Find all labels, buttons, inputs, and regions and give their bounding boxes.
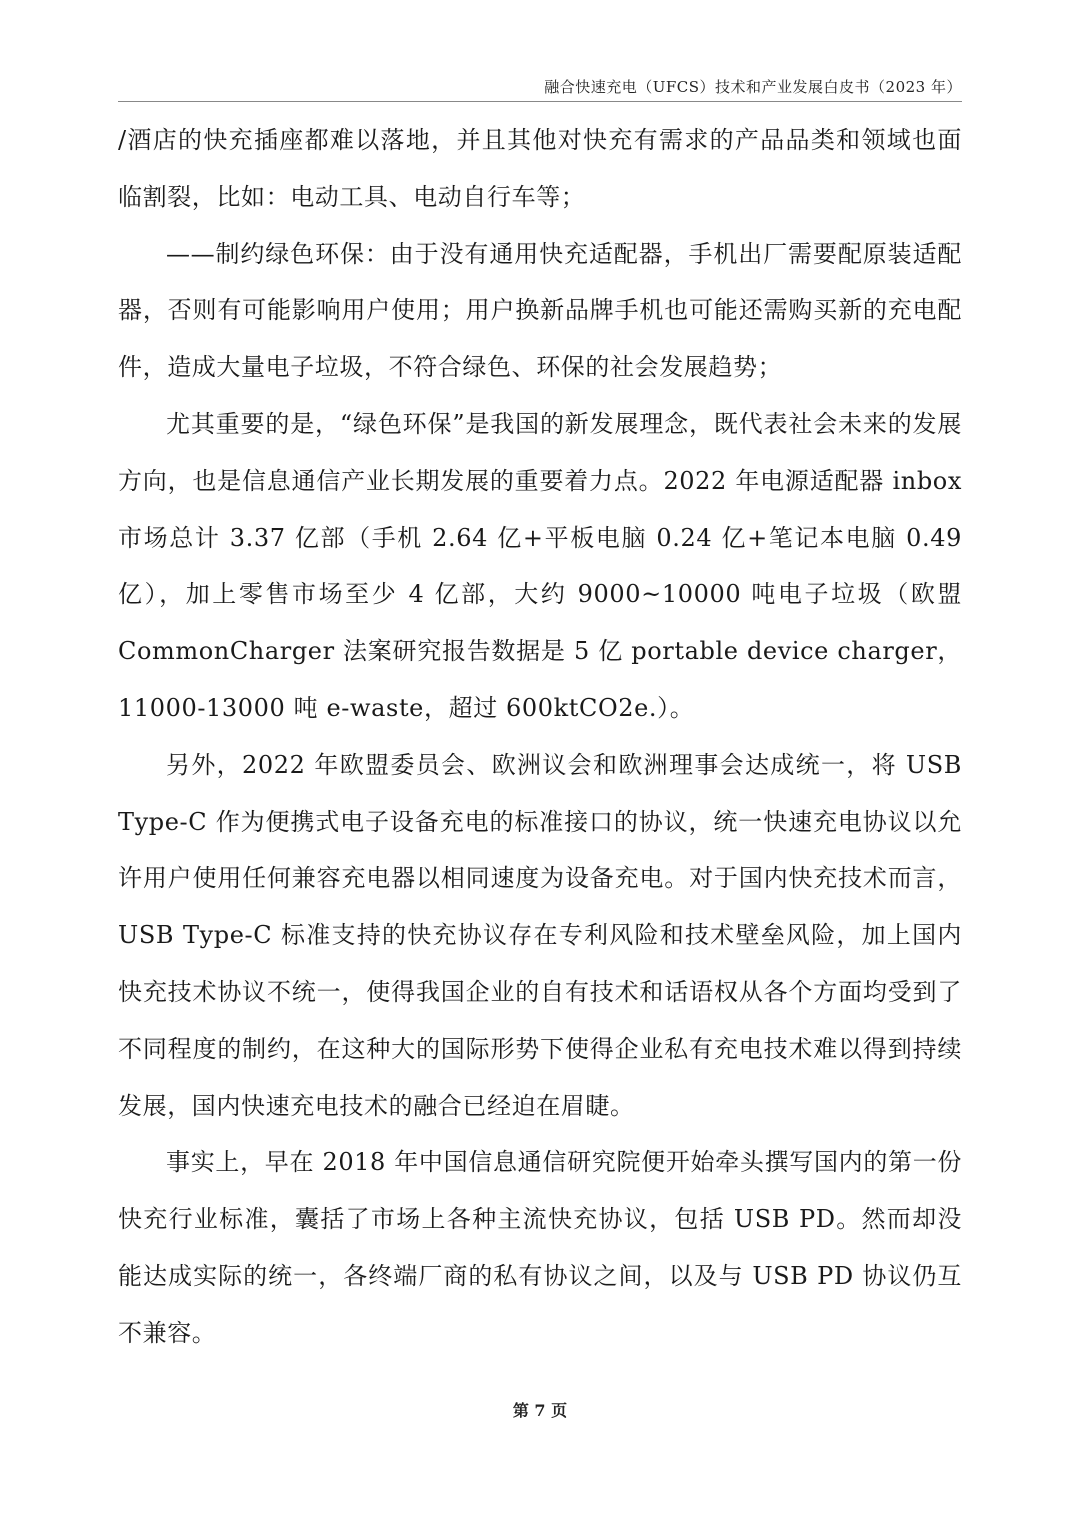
paragraph-caict-standard: 事实上，早在 2018 年中国信息通信研究院便开始牵头撰写国内的第一份快充行业标准，囊括了市场上各种主流快充协议，包括 USB PD。然而却没能达成实际的统一，各终端厂商的私有协议之间，以及与 USB PD 协议仍互不兼容。: [118, 1148, 962, 1347]
running-header: 融合快速充电（UFCS）技术和产业发展白皮书（2023 年）: [544, 78, 962, 96]
page-number: 第 7 页: [512, 1401, 568, 1420]
paragraph-eu-usb-c: 另外，2022 年欧盟委员会、欧洲议会和欧洲理事会达成统一，将 USB Type-C 作为便携式电子设备充电的标准接口的协议，统一快速充电协议以允许用户使用任何兼容充电器以相同速度为设备充电。对于国内快充技术而言，USB Type-C 标准支持的快充协议存在专利风险和技术壁垒风险，加上国内快充技术协议不统一，使得我国企业的自有技术和话语权从各个方面均受到了不同程度的制约，在这种大的国际形势下使得企业私有充电技术难以得到持续发展，国内快速充电技术的融合已经迫在眉睫。: [118, 750, 962, 1120]
paragraph-continuation: /酒店的快充插座都难以落地，并且其他对快充有需求的产品品类和领域也面临割裂，比如：电动工具、电动自行车等；: [118, 126, 962, 211]
body-text: [118, 112, 962, 1362]
paragraph-ewaste-data: 尤其重要的是，“绿色环保”是我国的新发展理念，既代表社会未来的发展方向，也是信息通信产业长期发展的重要着力点。2022 年电源适配器 inbox 市场总计 3.37 亿部（手机 2.64 亿+平板电脑 0.24 亿+笔记本电脑 0.49 亿），加上零售市场至少 4 亿部，大约 9000~10000 吨电子垃圾（欧盟 CommonCharger 法案研究报告数据是 5 亿 portable device charger，11000-13000 吨 e-waste，超过 600ktCO2e.）。: [118, 409, 962, 722]
paragraph-green-environment: ——制约绿色环保：由于没有通用快充适配器，手机出厂需要配原装适配器，否则有可能影响用户使用；用户换新品牌手机也可能还需购买新的充电配件，造成大量电子垃圾，不符合绿色、环保的社会发展趋势；: [118, 239, 962, 382]
header-rule: [118, 101, 962, 102]
